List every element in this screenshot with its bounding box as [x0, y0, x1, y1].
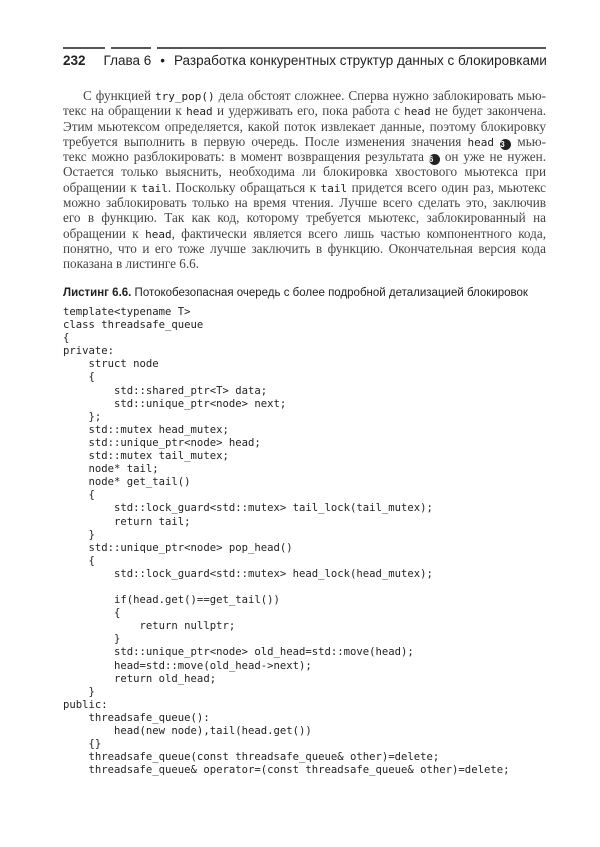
code-listing — [63, 306, 509, 777]
text-run: , фактически является всего лишь частью компонентного кода, — [171, 225, 547, 241]
listing-title: Потокобезопасная очередь с более подробной детализацией блокировок — [131, 287, 528, 299]
chapter-label: Глава 6 — [103, 53, 152, 68]
code-line: { — [63, 607, 121, 620]
code-line: if(head.get()==get_tail()) — [63, 594, 280, 607]
inline-code: head — [467, 135, 495, 149]
code-line: node* get_tail() — [63, 476, 191, 489]
text-line — [63, 210, 546, 225]
text-run: его в функцию. Так как код, которому требуется мьютекс, заблокированный на — [63, 210, 546, 226]
code-line: std::lock_guard<std::mutex> tail_lock(tail_mutex); — [63, 502, 433, 515]
code-line: }; — [63, 410, 102, 423]
text-line — [63, 241, 546, 256]
code-line: return tail; — [63, 515, 191, 528]
text-run: С функцией — [83, 88, 156, 103]
text-line — [63, 88, 546, 103]
code-line: class threadsafe_queue — [63, 319, 204, 332]
code-line: { — [63, 332, 70, 345]
code-line: struct node — [63, 358, 159, 371]
running-header — [63, 53, 545, 69]
text-line — [63, 119, 546, 134]
header-rule — [111, 47, 151, 49]
body-paragraph — [63, 88, 546, 272]
text-run: не будет закончена. — [430, 103, 547, 119]
inline-code: head — [186, 105, 213, 119]
code-line: threadsafe_queue& operator=(const threadsafe_queue& other)=delete; — [63, 764, 510, 777]
chapter-title: Разработка конкурентных структур данных с блокировками — [174, 53, 547, 68]
code-line: std::mutex head_mutex; — [63, 423, 229, 436]
page-number: 232 — [63, 53, 86, 68]
text-run: текс можно разблокировать: в момент возвращения результата — [63, 149, 429, 165]
code-line: threadsafe_queue(const threadsafe_queue& other)=delete; — [63, 751, 440, 764]
text-run: . Поскольку обращаться к — [167, 179, 321, 195]
header-rule — [63, 47, 105, 49]
code-line: } — [63, 528, 95, 541]
text-run: текс на обращении к — [63, 103, 187, 119]
text-run: мью- — [511, 133, 547, 149]
text-run: придется всего один раз, мьютекс — [347, 179, 546, 195]
text-run: он уже не нужен. — [439, 149, 546, 165]
code-line: std::unique_ptr<node> next; — [63, 397, 287, 410]
code-line: std::unique_ptr<node> head; — [63, 436, 261, 449]
code-line: std::unique_ptr<node> pop_head() — [63, 541, 293, 554]
header-separator: • — [160, 53, 165, 68]
inline-code: tail — [141, 181, 168, 195]
code-line: std::unique_ptr<node> old_head=std::move(head); — [63, 646, 414, 659]
text-run: показана в листинге 6.6. — [63, 256, 200, 272]
code-line: return nullptr; — [63, 620, 236, 633]
callout-marker: 6 — [429, 154, 440, 165]
code-line: { — [63, 489, 95, 502]
code-line — [63, 581, 509, 594]
inline-code: head — [404, 105, 431, 119]
text-line — [63, 103, 546, 118]
header-rule — [157, 47, 546, 49]
text-run: Этим мьютексом определяется, какой поток извлекает данные, поэтому блокировку — [63, 118, 546, 134]
text-line — [63, 226, 546, 241]
code-line: private: — [63, 345, 115, 358]
callout-marker: 3 — [500, 139, 511, 150]
listing-caption — [63, 286, 528, 300]
code-line: std::mutex tail_mutex; — [63, 450, 229, 463]
text-line — [63, 134, 546, 149]
code-line: std::lock_guard<std::mutex> head_lock(head_mutex); — [63, 567, 433, 580]
text-run: дела обстоят сложнее. Сперва нужно заблокировать мью- — [214, 88, 546, 103]
text-run: требуется выполнить в первую очередь. После изменения значения — [63, 133, 468, 149]
code-line: head=std::move(old_head->next); — [63, 659, 312, 672]
code-line: std::shared_ptr<T> data; — [63, 384, 268, 397]
text-run: и удерживать его, пока работа с — [212, 103, 405, 119]
code-line: } — [63, 685, 95, 698]
code-line: template<typename T> — [63, 306, 191, 318]
inline-code: head — [145, 227, 172, 241]
code-line: node* tail; — [63, 463, 159, 476]
text-line — [63, 180, 546, 195]
code-line: { — [63, 371, 95, 384]
text-line — [63, 195, 546, 210]
code-line: public: — [63, 698, 108, 711]
inline-code: tail — [320, 181, 348, 195]
text-line — [63, 149, 546, 164]
text-run: обращении к — [63, 225, 146, 241]
code-line: } — [63, 633, 121, 646]
text-run: Остается только выяснить, необходима ли блокировка хвостового мьютекса при — [63, 164, 546, 180]
text-run: обращении к — [63, 179, 142, 195]
text-line — [63, 164, 546, 179]
code-line: head(new node),tail(head.get()) — [63, 725, 312, 737]
text-run: понятно, что и его тоже лучше заключить в функцию. Окончательная версия кода — [63, 240, 546, 256]
inline-code: try_pop() — [155, 90, 215, 103]
text-run: можно заблокировать только на время чтения. Лучше всего сделать это, заключив — [63, 195, 546, 211]
text-line — [63, 256, 546, 271]
code-line: {} — [63, 738, 102, 751]
code-line: return old_head; — [63, 672, 217, 685]
code-line: threadsafe_queue(): — [63, 711, 210, 724]
code-line: { — [63, 554, 95, 567]
listing-label: Листинг 6.6. — [63, 287, 132, 299]
